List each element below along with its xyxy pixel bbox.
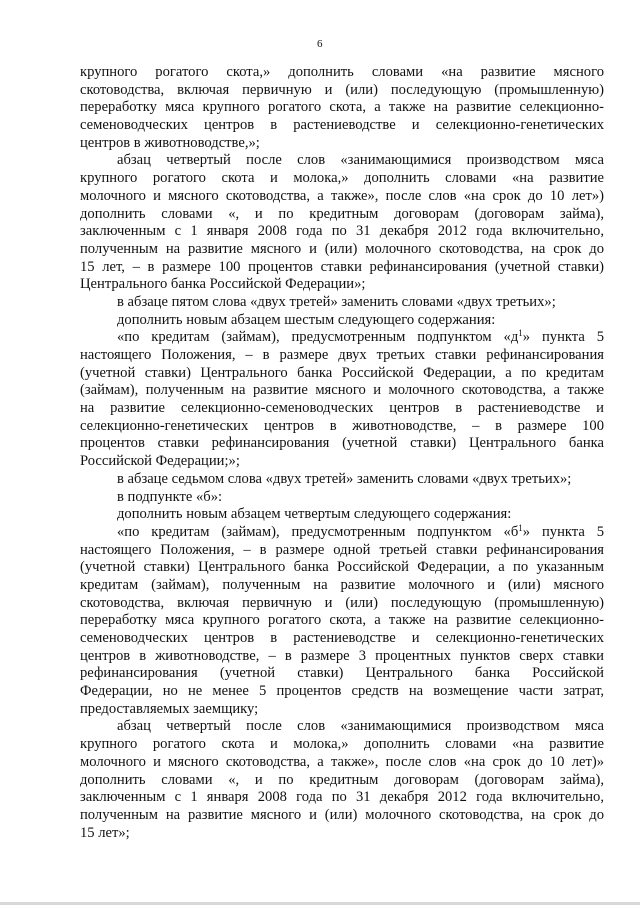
text-line: кредитам (займам), полученным на развитие молочного и (или) мясного <box>80 576 604 593</box>
text-line: настоящего Положения, – в размере одной третьей ставки рефинансирования <box>80 541 604 558</box>
text-line: в абзаце седьмом слова «двух третей» заменить словами «двух третьих»; <box>117 470 572 487</box>
text-line: крупного рогатого скота и молока,» дополнить словами «на развитие <box>80 170 604 187</box>
text-line: процентов ставки рефинансирования (учетной ставки) Центрального банка <box>80 435 604 452</box>
text-line: семеноводческих центров в растениеводстве и селекционно-генетических <box>80 630 604 646</box>
text-line: заключенным с 1 января 2008 года по 31 декабря 2012 года включительно, <box>80 789 604 806</box>
text-line <box>80 524 604 542</box>
text-line: переработку мяса крупного рогатого скота, а также на развитие селекционно- <box>80 612 604 629</box>
text-line: 15 лет, – в размере 100 процентов ставки рефинансирования (учетной ставки) <box>80 258 604 275</box>
text-line: дополнить словами «, и по кредитным договорам (договорам займа), <box>80 205 604 222</box>
text-line: Российской Федерации;»; <box>80 453 240 470</box>
text-line: переработку мяса крупного рогатого скота, а также на развитие селекционно- <box>80 99 604 116</box>
text-line: молочного и мясного скотоводства, а также», после слов «на срок до 10 лет)» <box>80 753 604 770</box>
text-line: в абзаце пятом слова «двух третей» заменить словами «двух третьих»; <box>117 293 556 310</box>
text-line-part: «по кредитам (займам), предусмотренным подпунктом «б <box>117 523 519 540</box>
text-line: рефинансирования (учетной ставки) Центрального банка Российской <box>80 665 604 682</box>
superscript: 1 <box>518 522 523 533</box>
text-line <box>80 329 604 347</box>
text-line: дополнить словами «, и по кредитным договорам (договорам займа), <box>80 771 604 788</box>
text-line: Центрального банка Российской Федерации»; <box>80 276 366 293</box>
text-line: Федерации, но не менее 5 процентов средств на возмещение части затрат, <box>80 683 604 700</box>
text-line-part: «по кредитам (займам), предусмотренным подпунктом «д <box>117 329 519 346</box>
text-line: предоставляемых заемщику; <box>80 700 259 717</box>
text-line: на развитие селекционно-семеноводческих центров в растениеводстве и <box>80 400 604 417</box>
text-line: абзац четвертый после слов «занимающимися производством мяса <box>117 718 604 735</box>
text-line: полученным на развитие мясного и (или) молочного скотоводства, на срок до <box>80 806 604 823</box>
text-line: молочного и мясного скотоводства, а также», после слов «на срок до 10 лет») <box>80 187 604 204</box>
document-body <box>80 64 604 842</box>
text-line: семеноводческих центров в растениеводстве и селекционно-генетических <box>80 117 604 134</box>
text-line: дополнить новым абзацем шестым следующего содержания: <box>117 311 496 328</box>
text-line: центров в животноводстве,»; <box>80 134 260 151</box>
text-line: полученным на развитие мясного и (или) молочного скотоводства, на срок до <box>80 240 604 257</box>
superscript: 1 <box>518 328 523 339</box>
text-line-part: » пункта 5 <box>522 523 604 540</box>
text-line: заключенным с 1 января 2008 года по 31 декабря 2012 года включительно, <box>80 223 604 240</box>
text-line: селекционно-генетических центров в животноводстве, – в размере 100 <box>80 417 604 434</box>
text-line: дополнить новым абзацем четвертым следующего содержания: <box>117 506 512 523</box>
text-line: в подпункте «б»: <box>117 488 223 505</box>
text-line: абзац четвертый после слов «занимающимися производством мяса <box>117 152 604 169</box>
text-line: (займам), полученным на развитие мясного и молочного скотоводства, а также <box>80 382 604 399</box>
text-line-part: » пункта 5 <box>522 329 604 346</box>
text-line: (учетной ставки) Центрального банка Российской Федерации, а по кредитам <box>80 364 604 381</box>
text-line: центров в животноводстве, – в размере 3 процентных пунктов сверх ставки <box>80 647 604 664</box>
text-line: скотоводства, включая первичную и (или) последующую (промышленную) <box>80 81 604 98</box>
text-line: (учетной ставки) Центрального банка Российской Федерации, а по указанным <box>80 559 604 576</box>
text-line: настоящего Положения, – в размере двух третьих ставки рефинансирования <box>80 347 604 363</box>
text-line: крупного рогатого скота и молока,» дополнить словами «на развитие <box>80 736 604 753</box>
text-line: 15 лет»; <box>80 824 130 841</box>
text-line: скотоводства, включая первичную и (или) последующую (промышленную) <box>80 594 604 611</box>
page-number: 6 <box>317 38 323 50</box>
text-line: крупного рогатого скота,» дополнить словами «на развитие мясного <box>80 64 604 80</box>
